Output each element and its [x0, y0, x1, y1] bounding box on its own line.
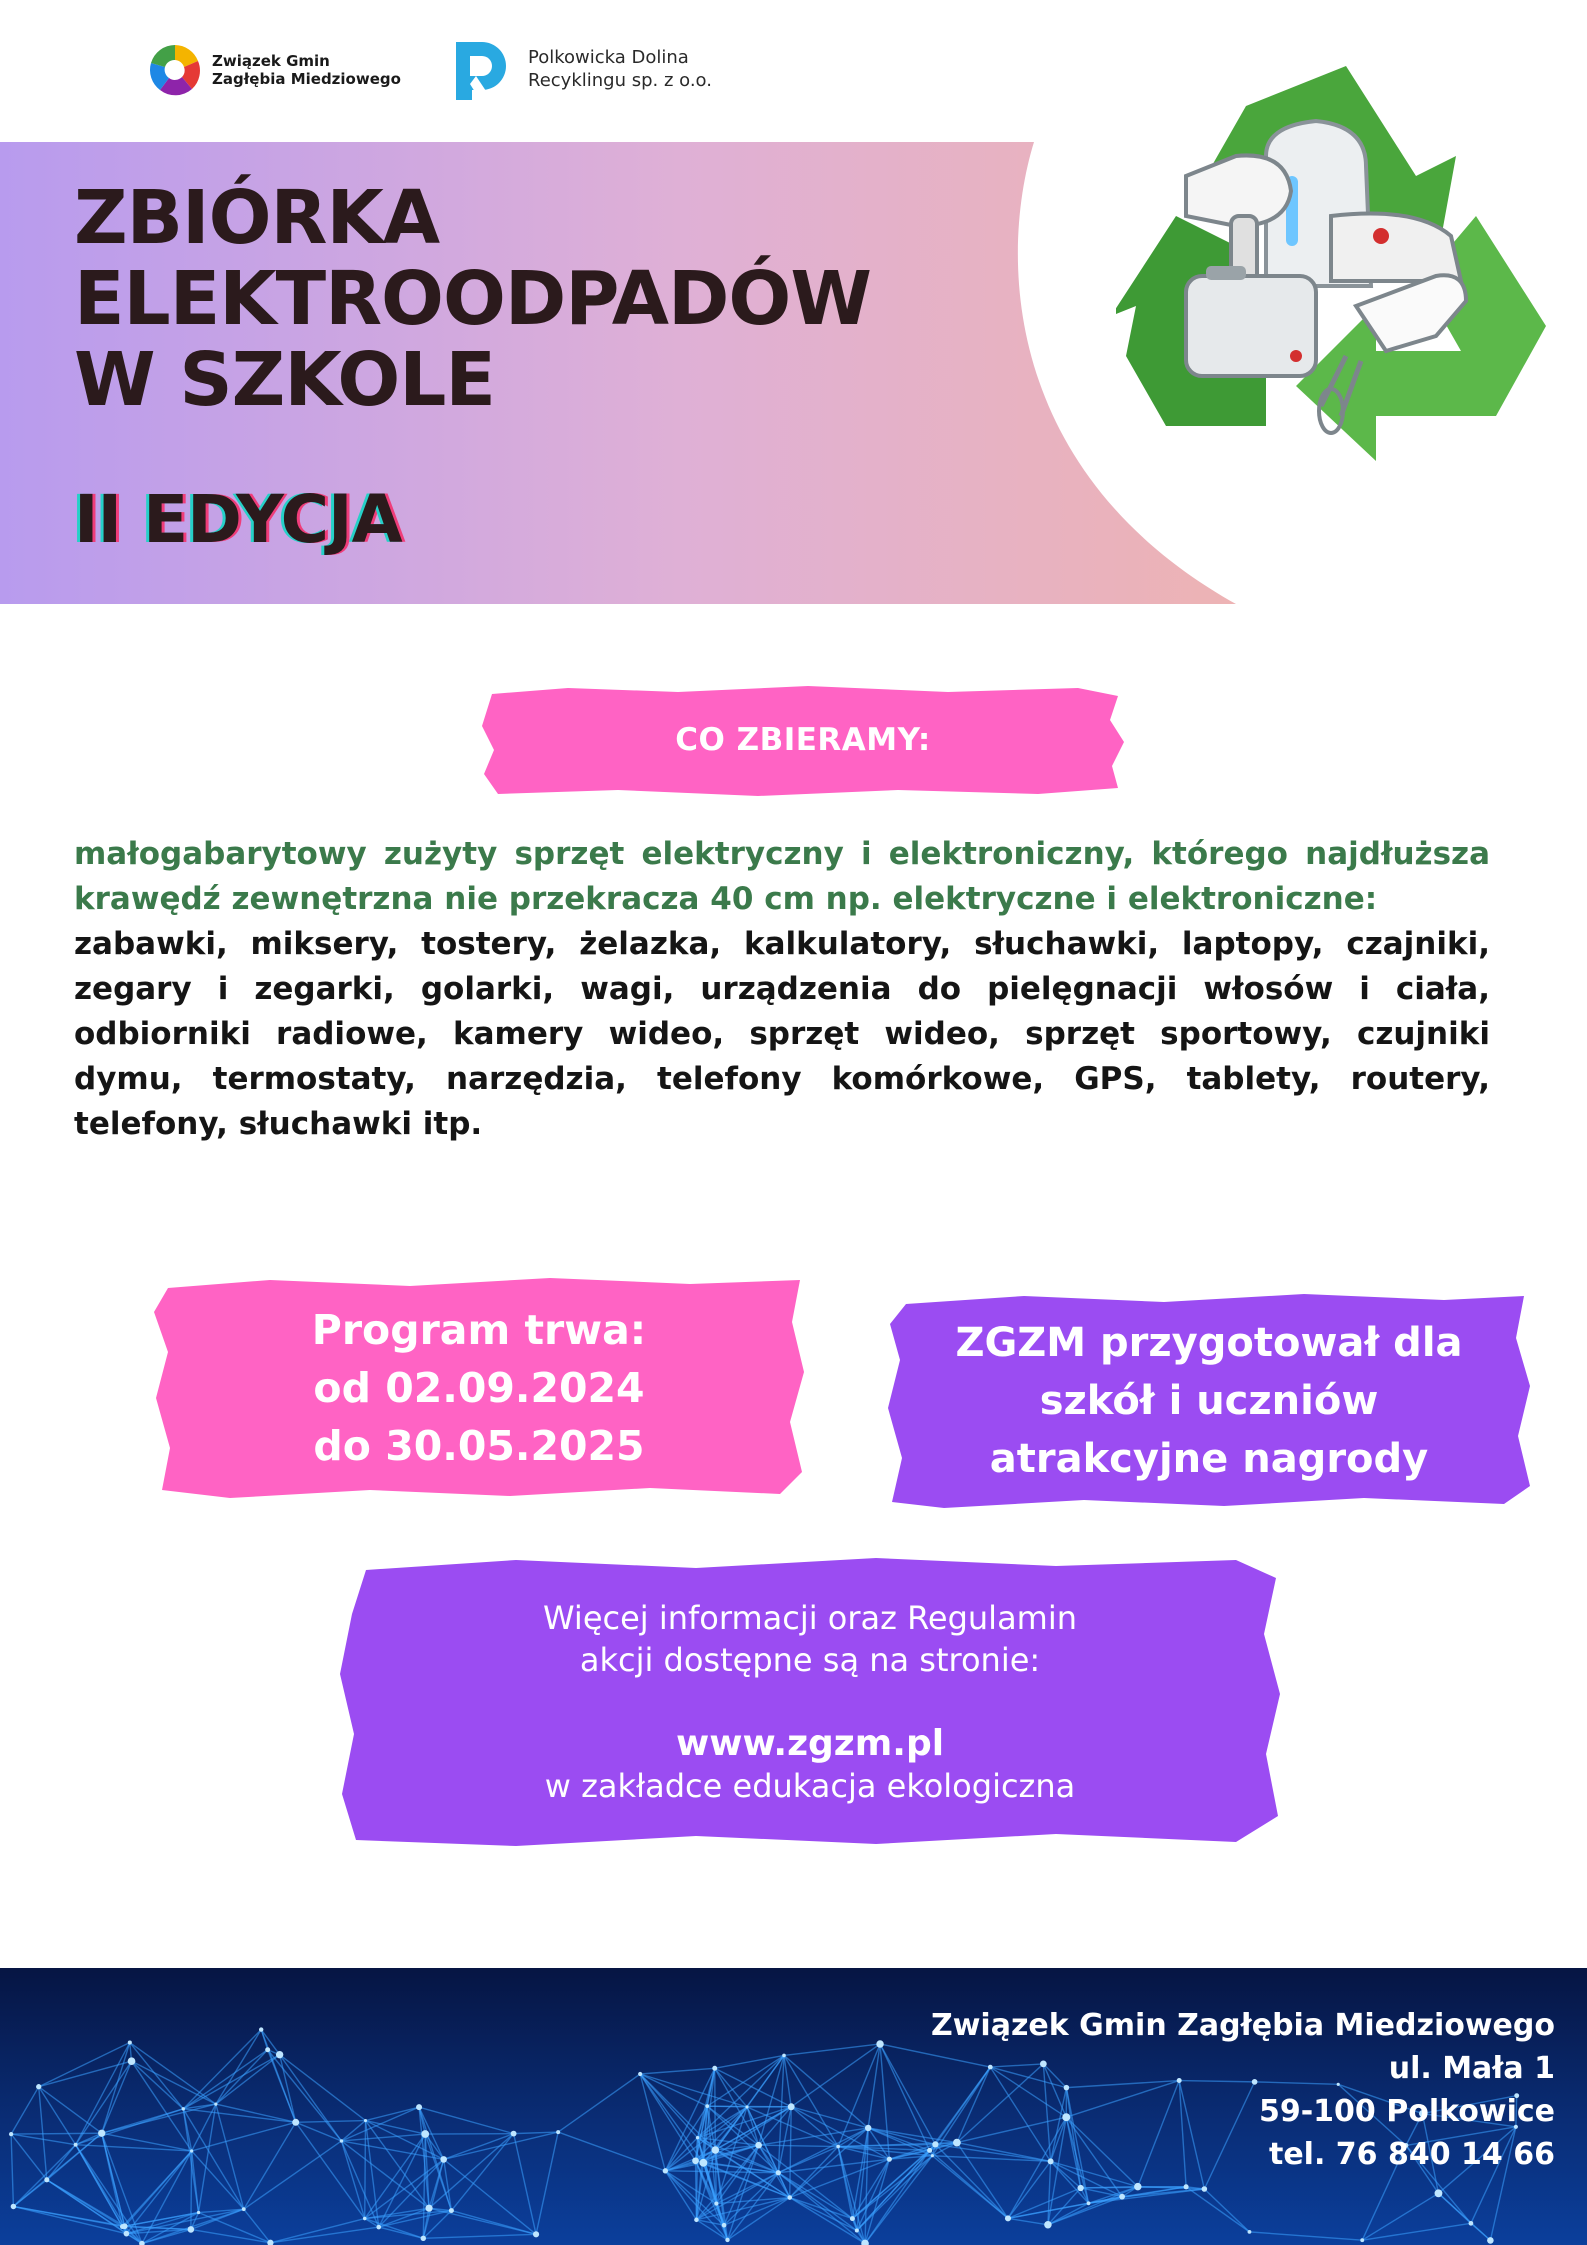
network-node	[182, 2107, 185, 2110]
network-node	[1469, 2221, 1474, 2226]
network-node	[755, 2142, 762, 2149]
network-node	[363, 2217, 367, 2221]
network-node	[714, 2201, 718, 2205]
network-node	[265, 2047, 270, 2052]
network-node	[511, 2131, 517, 2137]
network-node	[276, 2051, 283, 2058]
network-node	[865, 2125, 871, 2131]
collect-items: zabawki, miksery, tostery, żelazka, kalkulatory, słuchawki, laptopy, czajniki, zegary i zegarki, golarki, wagi, urządzenia do pielęgnacji włosów i ciała, odbiorniki radiowe, kamery wideo, sprzęt wideo, sprzęt sportowy, czujniki dymu, termostaty, narzędzia, telefony komórkowe, GPS, tablety, routery, telefony, słuchawki itp.	[74, 926, 1490, 1142]
network-node	[9, 2132, 13, 2136]
title-line-2: ELEKTROODPADÓW	[74, 256, 871, 342]
network-node	[694, 2218, 699, 2223]
toaster-icon	[1186, 266, 1316, 376]
collect-description	[74, 832, 1490, 1147]
prizes-line3: atrakcyjne nagrody	[989, 1436, 1429, 1482]
title-line-1: ZBIÓRKA	[74, 175, 440, 261]
info-line4: w zakładce edukacja ekologiczna	[544, 1767, 1076, 1805]
network-node	[449, 2208, 454, 2213]
network-node	[1435, 2189, 1443, 2197]
network-node	[1202, 2186, 1208, 2192]
network-node	[128, 2040, 132, 2044]
network-node	[376, 2225, 381, 2230]
network-node	[855, 2228, 859, 2232]
network-node	[128, 2057, 136, 2065]
network-node	[663, 2168, 668, 2173]
pdr-logo	[452, 36, 752, 102]
recycle-appliances-illustration	[1116, 66, 1554, 474]
prizes-line2: szkół i uczniów	[1039, 1378, 1379, 1424]
network-node	[197, 2211, 200, 2214]
network-node	[36, 2084, 41, 2089]
program-line1: Program trwa:	[311, 1306, 647, 1354]
collect-heading: CO ZBIERAMY:	[675, 722, 931, 758]
network-node	[98, 2130, 105, 2137]
network-node	[745, 2105, 748, 2108]
network-node	[340, 2139, 343, 2142]
network-node	[1044, 2221, 1052, 2229]
network-node	[638, 2072, 642, 2076]
footer-phone: tel. 76 840 14 66	[1268, 2137, 1555, 2172]
network-node	[1184, 2184, 1189, 2189]
prizes-line1: ZGZM przygotował dla	[955, 1320, 1463, 1366]
collect-heading-banner	[478, 680, 1128, 800]
network-node	[876, 2040, 883, 2047]
network-node	[364, 2119, 367, 2122]
edition-label: II EDYCJA	[74, 481, 402, 558]
network-node	[242, 2207, 246, 2211]
zgzm-logo-line2: Zagłębia Miedziowego	[212, 70, 401, 88]
network-node	[1119, 2194, 1125, 2200]
network-node	[440, 2156, 447, 2163]
page-title	[74, 175, 1034, 423]
footer-org: Związek Gmin Zagłębia Miedziowego	[930, 2008, 1555, 2043]
website-link[interactable]: www.zgzm.pl	[675, 1723, 945, 1764]
network-node	[190, 2149, 193, 2152]
zgzm-logo	[148, 40, 408, 100]
collect-intro: małogabarytowy zużyty sprzęt elektryczny i elektroniczny, którego najdłuższa krawędź zewnętrzna nie przekracza 40 cm np. elektryczne i elektroniczne:	[74, 836, 1490, 917]
network-node	[214, 2103, 217, 2106]
network-node	[74, 2143, 78, 2147]
prizes-banner	[884, 1290, 1534, 1512]
footer-city: 59-100 Polkowice	[1258, 2094, 1555, 2129]
pdr-logo-line1: Polkowicka Dolina	[528, 47, 689, 68]
network-node	[887, 2157, 892, 2162]
network-node	[120, 2224, 125, 2229]
network-node	[836, 2145, 840, 2149]
network-node	[696, 2136, 699, 2139]
network-node	[421, 2236, 426, 2241]
network-node	[1005, 2215, 1011, 2221]
program-line2: od 02.09.2024	[313, 1364, 645, 1412]
network-node	[699, 2159, 707, 2167]
network-node	[1078, 2185, 1084, 2191]
network-node	[416, 2104, 422, 2110]
network-node	[556, 2130, 560, 2134]
network-node	[1134, 2183, 1141, 2190]
info-line1: Więcej informacji oraz Regulamin	[542, 1599, 1078, 1637]
network-node	[259, 2027, 263, 2031]
network-node	[722, 2223, 727, 2228]
info-banner	[336, 1554, 1284, 1850]
zgzm-logo-icon	[148, 43, 202, 97]
network-node	[712, 2146, 720, 2154]
network-node	[425, 2205, 432, 2212]
pdr-logo-line2: Recyklingu sp. z o.o.	[528, 70, 712, 91]
network-node	[292, 2119, 299, 2126]
network-node	[188, 2226, 195, 2233]
network-node	[725, 2238, 729, 2242]
info-line2: akcji dostępne są na stronie:	[579, 1641, 1041, 1679]
network-node	[692, 2157, 699, 2164]
network-node	[11, 2204, 16, 2209]
network-node	[705, 2104, 709, 2108]
network-node	[1087, 2201, 1091, 2205]
network-node	[124, 2231, 130, 2237]
network-node	[782, 2054, 786, 2058]
network-node	[787, 2195, 792, 2200]
network-node	[712, 2066, 717, 2071]
program-dates-banner	[150, 1272, 808, 1504]
network-node	[1248, 2230, 1252, 2234]
network-node	[1360, 2238, 1364, 2242]
footer-contact	[931, 2004, 1555, 2176]
pdr-logo-icon	[452, 38, 510, 100]
program-line3: do 30.05.2025	[313, 1422, 645, 1470]
network-node	[421, 2130, 429, 2138]
network-node	[533, 2231, 539, 2237]
zgzm-logo-line1: Związek Gmin	[212, 52, 330, 70]
network-node	[776, 2170, 781, 2175]
network-node	[788, 2103, 795, 2110]
title-line-3: W SZKOLE	[74, 337, 495, 423]
footer-street: ul. Mała 1	[1388, 2051, 1555, 2086]
network-node	[850, 2216, 855, 2221]
network-node	[44, 2177, 49, 2182]
network-node	[1487, 2237, 1494, 2244]
